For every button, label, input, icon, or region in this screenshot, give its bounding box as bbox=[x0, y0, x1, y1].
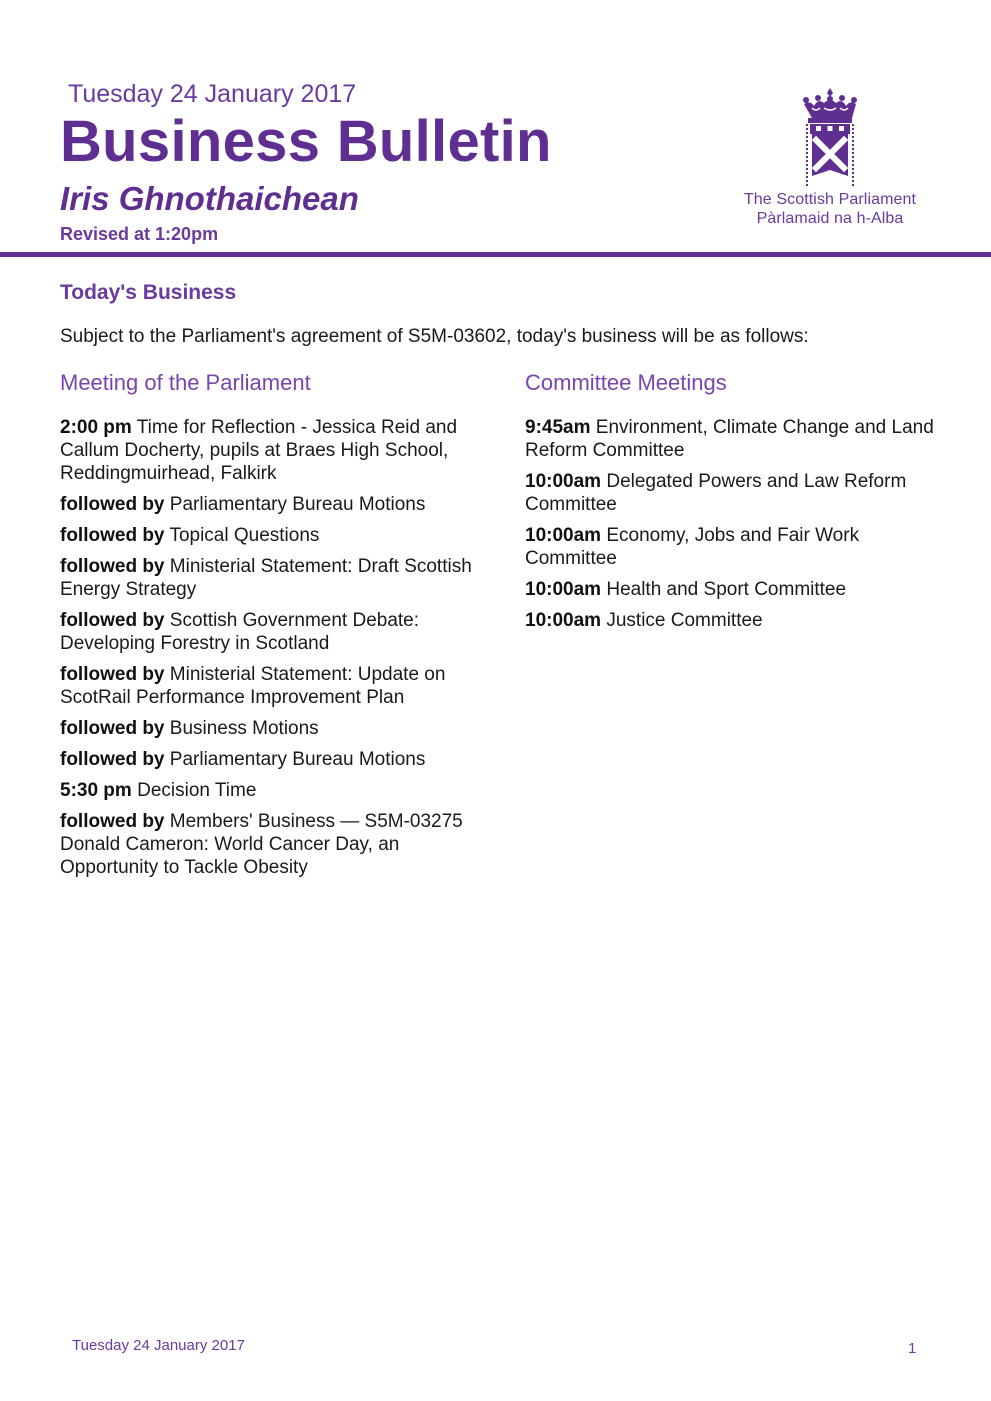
agenda-item bbox=[60, 810, 480, 879]
agenda-item-text: Parliamentary Bureau Motions bbox=[169, 749, 426, 770]
logo-text-english: The Scottish Parliament bbox=[743, 191, 917, 208]
agenda-item bbox=[60, 524, 480, 547]
agenda-item-time: 2:00 pm bbox=[60, 417, 132, 438]
committee-item bbox=[525, 609, 945, 632]
page-number: 1 bbox=[908, 1340, 917, 1357]
committee-item-text: Delegated Powers and Law Reform Committee bbox=[525, 471, 907, 515]
agenda-item-time: followed by bbox=[60, 494, 165, 515]
todays-business-heading: Today's Business bbox=[60, 281, 237, 304]
committee-item-time: 10:00am bbox=[525, 471, 602, 492]
agenda-item-text: Scottish Government Debate: Developing Forestry in Scotland bbox=[60, 610, 420, 654]
committee-meetings-heading: Committee Meetings bbox=[525, 370, 727, 395]
agenda-item-time: followed by bbox=[60, 525, 165, 546]
committee-item bbox=[525, 578, 945, 601]
agenda-item bbox=[60, 555, 480, 601]
todays-business-intro: Subject to the Parliament's agreement of S5M-03602, today's business will be as follows: bbox=[60, 326, 809, 347]
agenda-item bbox=[60, 779, 480, 802]
agenda-item-time: followed by bbox=[60, 749, 165, 770]
agenda-item-text: Ministerial Statement: Draft Scottish Energy Strategy bbox=[60, 556, 472, 600]
meeting-of-parliament-heading: Meeting of the Parliament bbox=[60, 370, 311, 395]
agenda-item bbox=[60, 717, 480, 740]
committee-item-text: Economy, Jobs and Fair Work Committee bbox=[525, 525, 860, 569]
meeting-of-parliament-column bbox=[60, 370, 480, 887]
agenda-item-time: followed by bbox=[60, 664, 165, 685]
committee-item-text: Environment, Climate Change and Land Reform Committee bbox=[525, 417, 934, 461]
agenda-item-text: Parliamentary Bureau Motions bbox=[169, 494, 426, 515]
agenda-item bbox=[60, 416, 480, 485]
agenda-item-text: Ministerial Statement: Update on ScotRail Performance Improvement Plan bbox=[60, 664, 446, 708]
committee-item-time: 10:00am bbox=[525, 525, 602, 546]
footer-date: Tuesday 24 January 2017 bbox=[72, 1337, 245, 1354]
agenda-item-time: 5:30 pm bbox=[60, 780, 132, 801]
agenda-item bbox=[60, 609, 480, 655]
committee-meetings-column bbox=[525, 370, 945, 640]
scottish-parliament-crest-icon bbox=[738, 86, 922, 190]
agenda-item bbox=[60, 748, 480, 771]
committee-item-time: 9:45am bbox=[525, 417, 591, 438]
agenda-item bbox=[60, 493, 480, 516]
agenda-item-time: followed by bbox=[60, 811, 165, 832]
page-title: Business Bulletin bbox=[60, 109, 552, 174]
agenda-item bbox=[60, 663, 480, 709]
agenda-item-time: followed by bbox=[60, 718, 165, 739]
committee-item bbox=[525, 470, 945, 516]
committee-item bbox=[525, 524, 945, 570]
committee-item-text: Justice Committee bbox=[606, 610, 763, 631]
agenda-item-time: followed by bbox=[60, 610, 165, 631]
agenda-item-text: Decision Time bbox=[137, 780, 257, 801]
revised-time: Revised at 1:20pm bbox=[60, 224, 219, 244]
agenda-item-text: Topical Questions bbox=[169, 525, 320, 546]
agenda-item-text: Time for Reflection - Jessica Reid and Callum Docherty, pupils at Braes High School, Reddingmuirhead, Falkirk bbox=[60, 417, 458, 484]
agenda-item-time: followed by bbox=[60, 556, 165, 577]
committee-item-text: Health and Sport Committee bbox=[606, 579, 847, 600]
page-subtitle: Iris Ghnothaichean bbox=[60, 180, 359, 217]
agenda-item-text: Business Motions bbox=[169, 718, 319, 739]
committee-item bbox=[525, 416, 945, 462]
committee-item-time: 10:00am bbox=[525, 610, 602, 631]
header-divider bbox=[0, 252, 991, 257]
logo-text-gaelic: Pàrlamaid na h-Alba bbox=[756, 210, 904, 227]
committee-item-time: 10:00am bbox=[525, 579, 602, 600]
parliament-logo bbox=[738, 86, 922, 236]
agenda-item-text: Members' Business — S5M-03275 Donald Cameron: World Cancer Day, an Opportunity to Tackle Obesity bbox=[60, 811, 463, 878]
header-date: Tuesday 24 January 2017 bbox=[68, 80, 357, 108]
